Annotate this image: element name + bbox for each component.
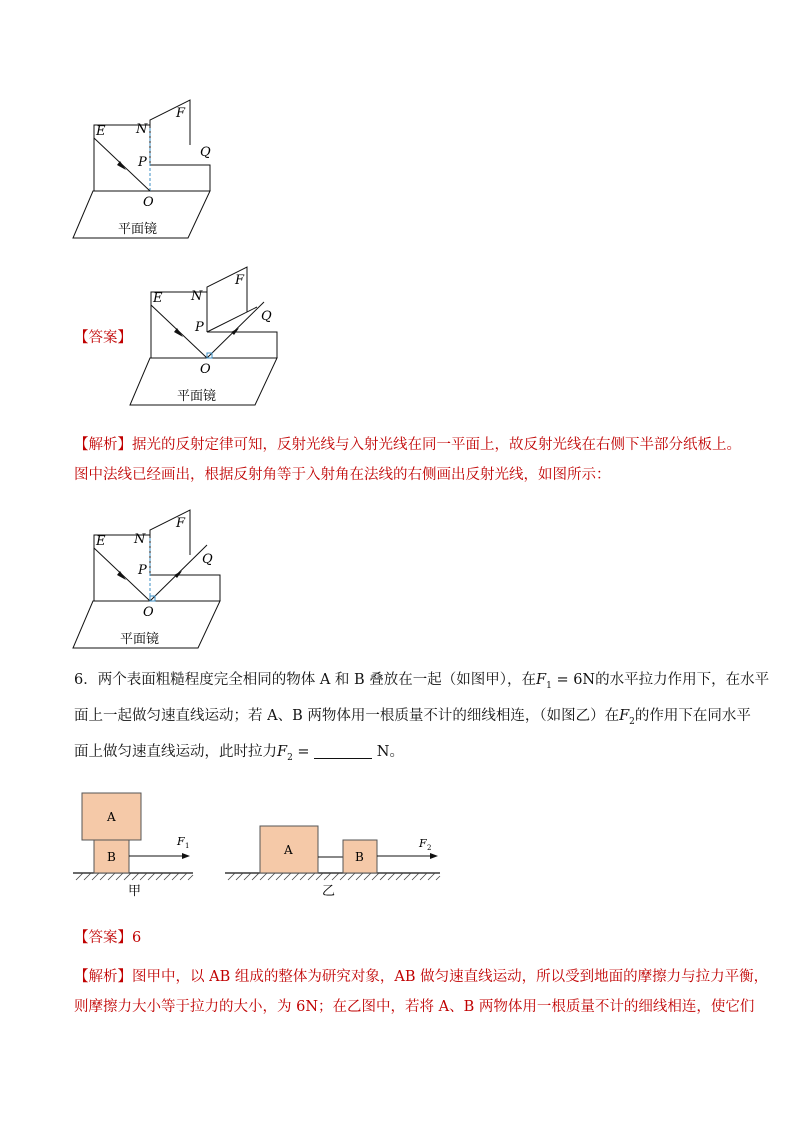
label-q: Q xyxy=(202,552,213,567)
force-symbol: F xyxy=(536,672,547,688)
diagram-mirror-question xyxy=(70,95,240,245)
question-text: 面上做匀速直线运动，此时拉力 xyxy=(74,743,277,760)
analysis-line: 据光的反射定律可知，反射光线与入射光线在同一平面上，故反射光线在右侧下半部分纸板上。 xyxy=(132,437,741,453)
label-e: E xyxy=(96,124,106,139)
label-p: P xyxy=(195,320,204,335)
label-p: P xyxy=(138,155,147,170)
label-f: F xyxy=(176,516,186,531)
diagram-blocks xyxy=(70,785,450,900)
label-q: Q xyxy=(261,309,272,324)
force-subscript: 2 xyxy=(287,752,293,763)
force2-label: F xyxy=(419,837,427,850)
label-f: F xyxy=(176,106,186,121)
q6-answer xyxy=(74,926,141,947)
ground-hatch xyxy=(228,873,440,880)
arrow-head-icon xyxy=(182,853,190,859)
ray-arrow-icon xyxy=(174,328,183,337)
paper-board-right-lower xyxy=(150,575,220,601)
label-n: N xyxy=(134,532,146,547)
answer-tag: 【答案】 xyxy=(74,330,132,346)
block-b-label: B xyxy=(107,850,116,864)
analysis-tag: 【解析】 xyxy=(74,969,132,985)
label-n: N xyxy=(136,122,148,137)
mirror-caption: 平面镜 xyxy=(177,389,217,404)
question-text: 的作用下在同水平 xyxy=(634,707,751,724)
force-subscript: 1 xyxy=(546,680,552,691)
caption-jia: 甲 xyxy=(128,884,142,899)
block-a-label: A xyxy=(284,843,293,857)
question-text: 面上一起做匀速直线运动；若 A、B 两物体用一根质量不计的细线相连，（如图乙）在 xyxy=(74,707,620,724)
analysis-line: 则摩擦力大小等于拉力的大小，为 6N；在乙图中，若将 A、B 两物体用一根质量不计的细线相连，使它们 xyxy=(74,999,755,1015)
label-p: P xyxy=(138,563,147,578)
paper-board-right-back xyxy=(207,307,257,332)
ground-hatch xyxy=(76,873,193,880)
question-text: N。 xyxy=(372,743,404,760)
label-e: E xyxy=(153,291,163,306)
answer-value: 6 xyxy=(132,930,142,946)
mirror-caption: 平面镜 xyxy=(118,222,158,237)
mirror-caption: 平面镜 xyxy=(120,632,160,647)
ray-arrow-icon xyxy=(117,161,126,170)
label-n: N xyxy=(191,289,203,304)
answer-tag: 【答案】 xyxy=(74,930,132,946)
force-value: = 6N xyxy=(551,672,596,688)
force1-subscript: 1 xyxy=(185,842,190,850)
force2-subscript: 2 xyxy=(427,844,432,852)
analysis-line: 图中法线已经画出，根据反射角等于入射角在法线的右侧画出反射光线，如图所示： xyxy=(74,467,611,483)
question-text: 的水平拉力作用下，在水平 xyxy=(595,672,770,688)
label-o: O xyxy=(143,195,154,210)
diagram-mirror-analysis xyxy=(70,505,240,655)
label-o: O xyxy=(200,362,211,377)
force-symbol: F xyxy=(277,743,288,760)
answer-blank[interactable] xyxy=(314,742,372,759)
paper-board-right-lower xyxy=(207,332,277,358)
label-o: O xyxy=(143,605,154,620)
ray-arrow-icon xyxy=(117,571,126,580)
diagram-mirror-answer xyxy=(127,262,297,412)
analysis-tag: 【解析】 xyxy=(74,437,132,453)
force1-label: F xyxy=(177,835,185,848)
analysis-line: 图甲中，以 AB 组成的整体为研究对象，AB 做匀速直线运动，所以受到地面的摩擦力与拉力平衡， xyxy=(132,969,769,985)
force-subscript: 2 xyxy=(629,716,635,727)
force-symbol: F xyxy=(619,707,630,724)
label-e: E xyxy=(96,534,106,549)
q6-analysis xyxy=(74,962,768,1022)
q6-question xyxy=(74,665,769,773)
caption-yi: 乙 xyxy=(322,884,336,899)
equals-sign: = xyxy=(292,743,315,760)
label-q: Q xyxy=(200,145,211,160)
label-f: F xyxy=(235,273,245,288)
q5-analysis xyxy=(74,430,741,490)
arrow-head-icon xyxy=(430,853,438,859)
question-text: 6．两个表面粗糙程度完全相同的物体 A 和 B 叠放在一起（如图甲），在 xyxy=(74,672,537,688)
block-a-label: A xyxy=(107,810,116,824)
block-b-label: B xyxy=(355,850,364,864)
paper-board-right-lower xyxy=(150,165,210,191)
